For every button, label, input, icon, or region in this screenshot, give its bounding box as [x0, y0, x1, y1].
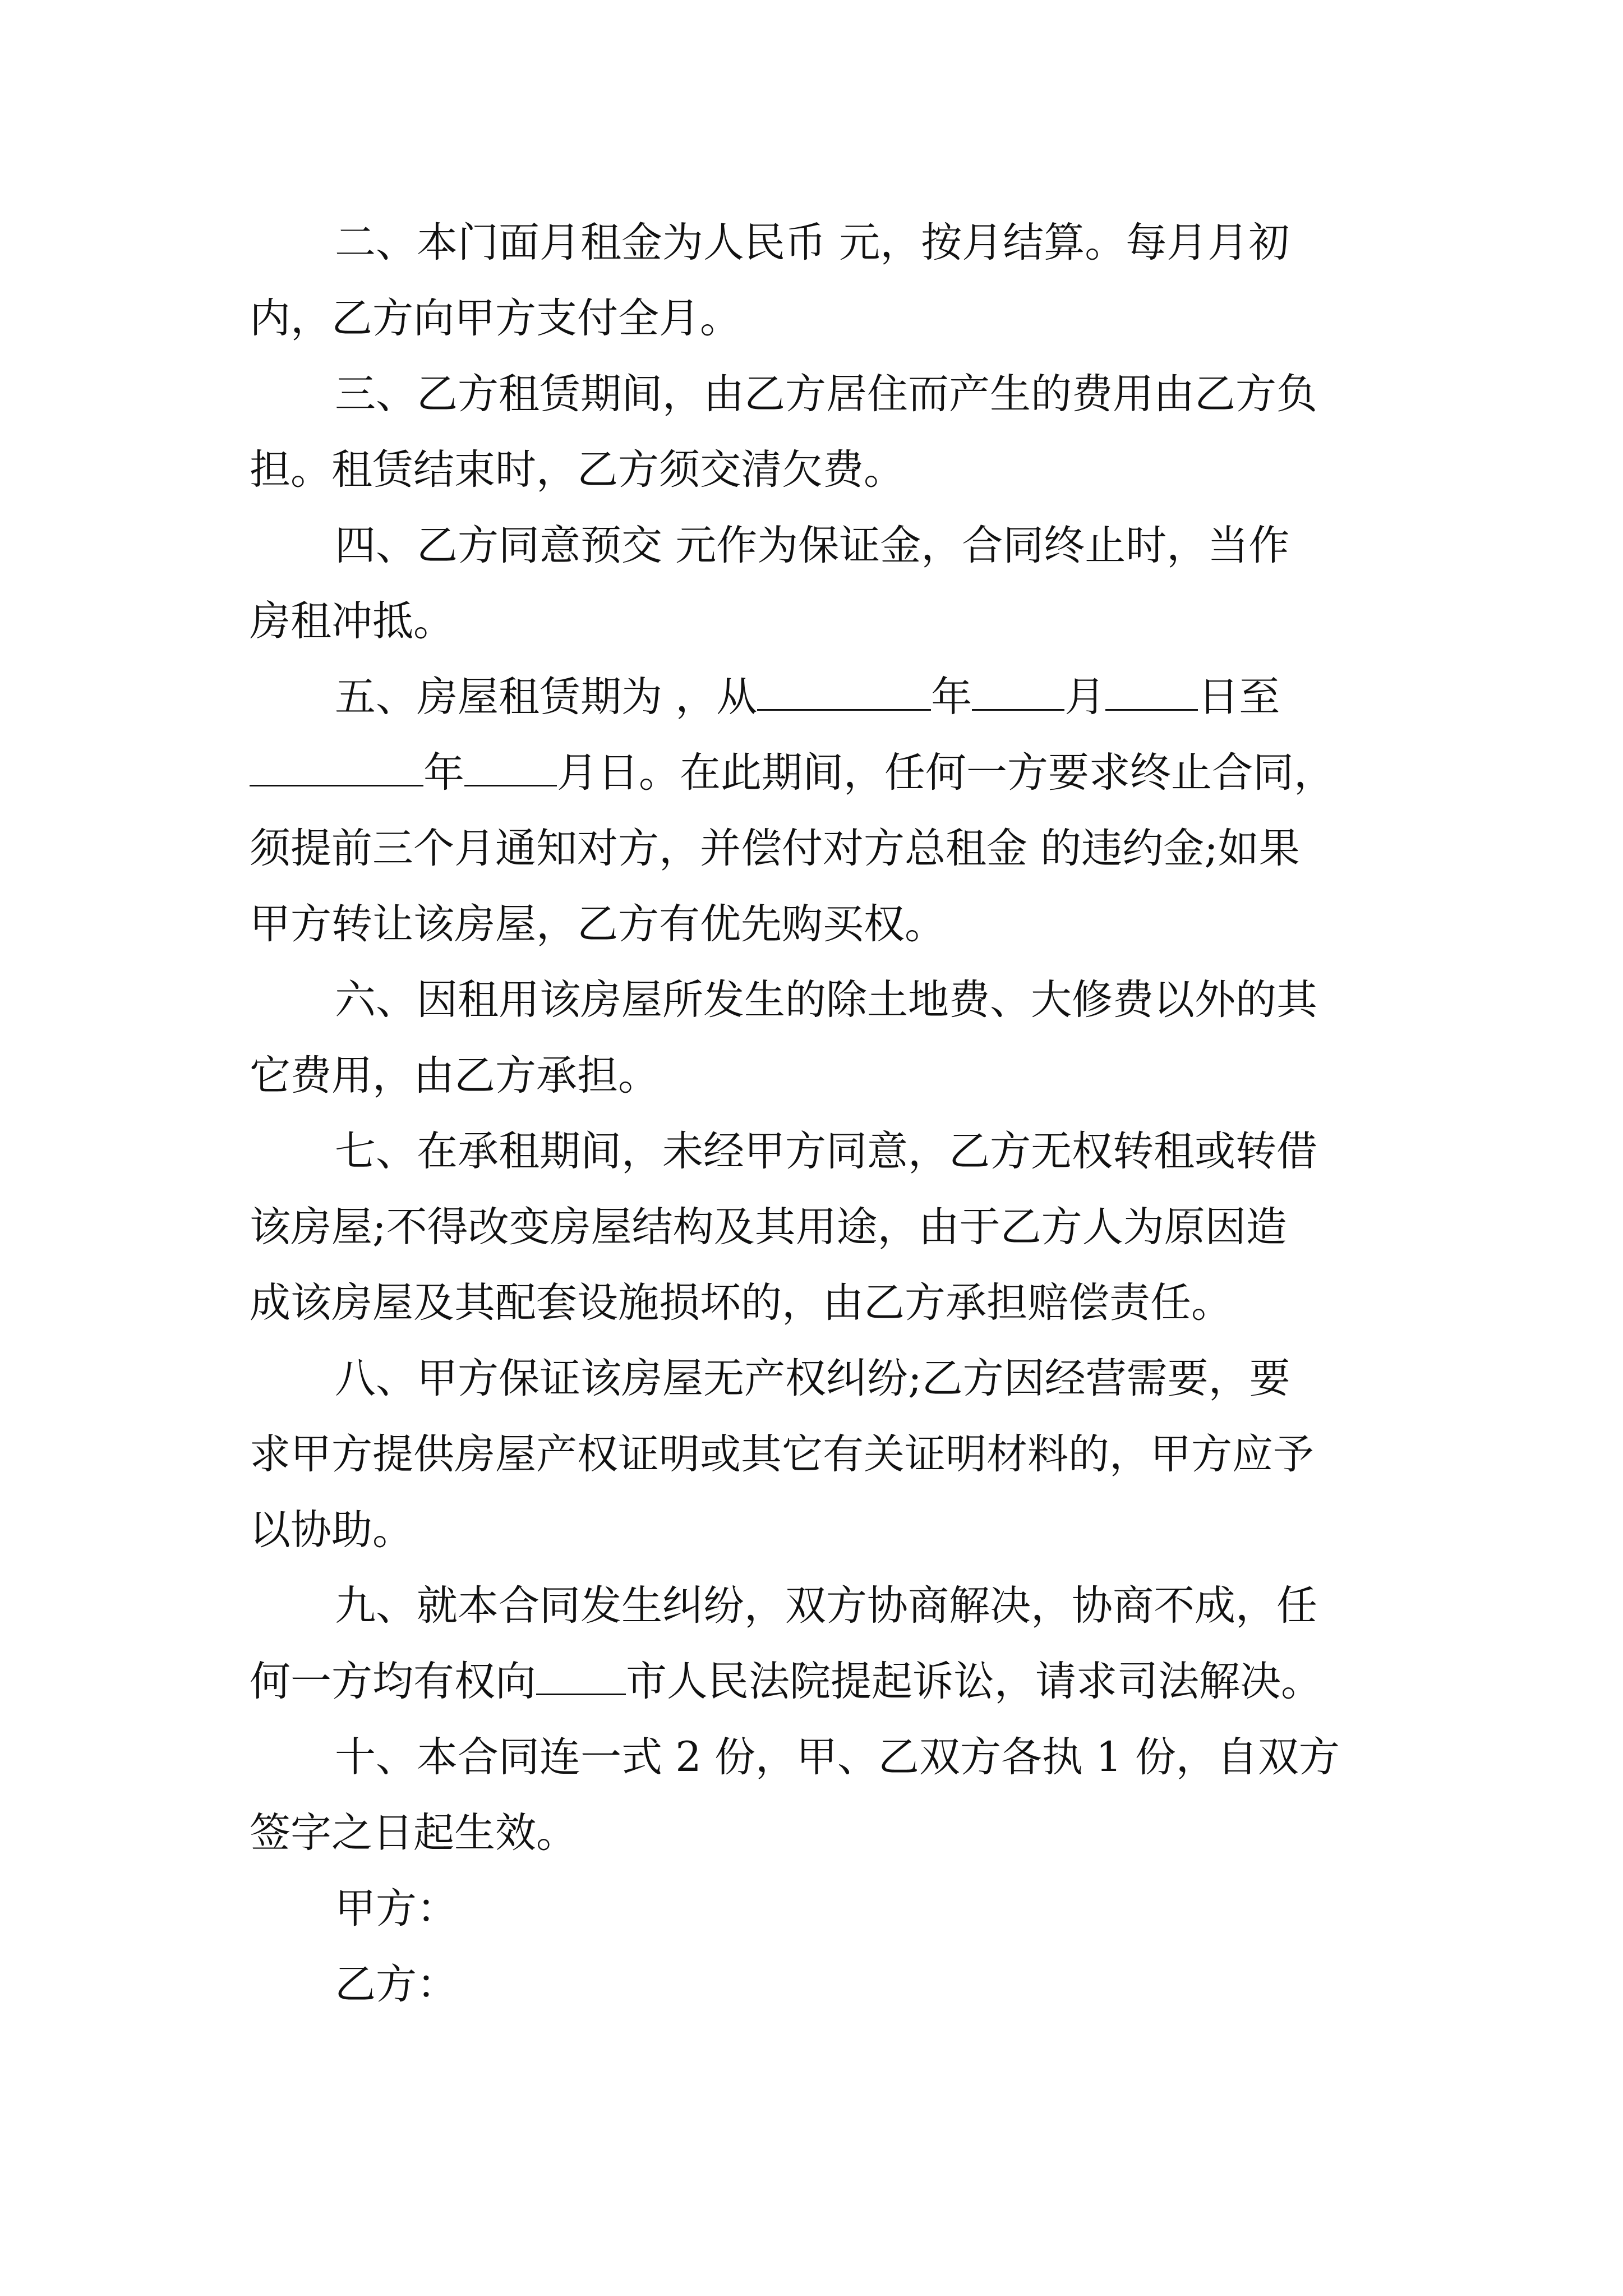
day-to-label: 日至	[1198, 673, 1280, 721]
clause-7-line-2: 该房屋;不得改变房屋结构及其用途，由于乙方人为原因造	[250, 1203, 1287, 1251]
clause-6-line-2: 它费用，由乙方承担。	[250, 1052, 659, 1099]
clause-4-line-1: 四、乙方同意预交 元作为保证金，合同终止时，当作	[335, 522, 1290, 569]
clause-3-line-1: 三、乙方租赁期间，由乙方居住而产生的费用由乙方负	[335, 370, 1317, 418]
year-label: 年	[931, 673, 972, 721]
clause-3-line-2: 担。租赁结束时，乙方须交清欠费。	[250, 446, 905, 494]
clause-5-line-1	[335, 669, 1280, 725]
clause-10-line-1: 十、本合同连一式 2 份，甲、乙双方各执 1 份，自双方	[335, 1733, 1340, 1781]
clause-4-line-2: 房租冲抵。	[250, 597, 454, 645]
clause-10-line-2: 签字之日起生效。	[250, 1809, 577, 1857]
party-b-signature-label: 乙方：	[335, 1961, 458, 2008]
clause-8-line-1: 八、甲方保证该房屋无产权纠纷;乙方因经营需要，要	[335, 1355, 1290, 1402]
clause-9-court-text: 市人民法院提起诉讼，请求司法解决。	[626, 1658, 1322, 1705]
clause-5-termination-text: 月日。在此期间，任何一方要求终止合同，	[557, 749, 1335, 797]
clause-8-line-2: 求甲方提供房屋产权证明或其它有关证明材料的，甲方应予	[250, 1430, 1314, 1478]
clause-8-line-3: 以协助。	[250, 1506, 413, 1554]
clause-9-line-1: 九、就本合同发生纠纷，双方协商解决，协商不成，任	[335, 1582, 1317, 1630]
clause-6-line-1: 六、因租用该房屋所发生的除土地费、大修费以外的其	[335, 976, 1317, 1024]
clause-5-line-4: 甲方转让该房屋，乙方有优先购买权。	[250, 900, 946, 948]
clause-7-line-1: 七、在承租期间，未经甲方同意，乙方无权转租或转借	[335, 1128, 1317, 1175]
clause-5-term-text: 五、房屋租赁期为 ，从	[335, 673, 758, 721]
end-year-blank	[250, 752, 423, 786]
start-month-blank	[972, 677, 1064, 711]
end-year-label: 年	[423, 749, 464, 797]
start-day-blank	[1105, 677, 1198, 711]
clause-5-line-3: 须提前三个月通知对方，并偿付对方总租金 的违约金;如果	[250, 825, 1300, 872]
party-a-signature-label: 甲方：	[335, 1885, 458, 1932]
month-label: 月	[1064, 673, 1106, 721]
court-city-blank	[536, 1661, 626, 1695]
clause-9-line-2	[250, 1654, 1322, 1710]
clause-9-right-text: 何一方均有权向	[250, 1658, 536, 1705]
clause-5-line-2	[250, 745, 1335, 801]
clause-2-line-2: 内，乙方向甲方支付全月。	[250, 295, 741, 342]
start-year-blank	[757, 677, 931, 711]
clause-7-line-3: 成该房屋及其配套设施损坏的，由乙方承担赔偿责任。	[250, 1279, 1232, 1327]
end-month-blank	[464, 752, 557, 786]
clause-2-line-1: 二、本门面月租金为人民币 元，按月结算。每月月初	[335, 219, 1290, 266]
